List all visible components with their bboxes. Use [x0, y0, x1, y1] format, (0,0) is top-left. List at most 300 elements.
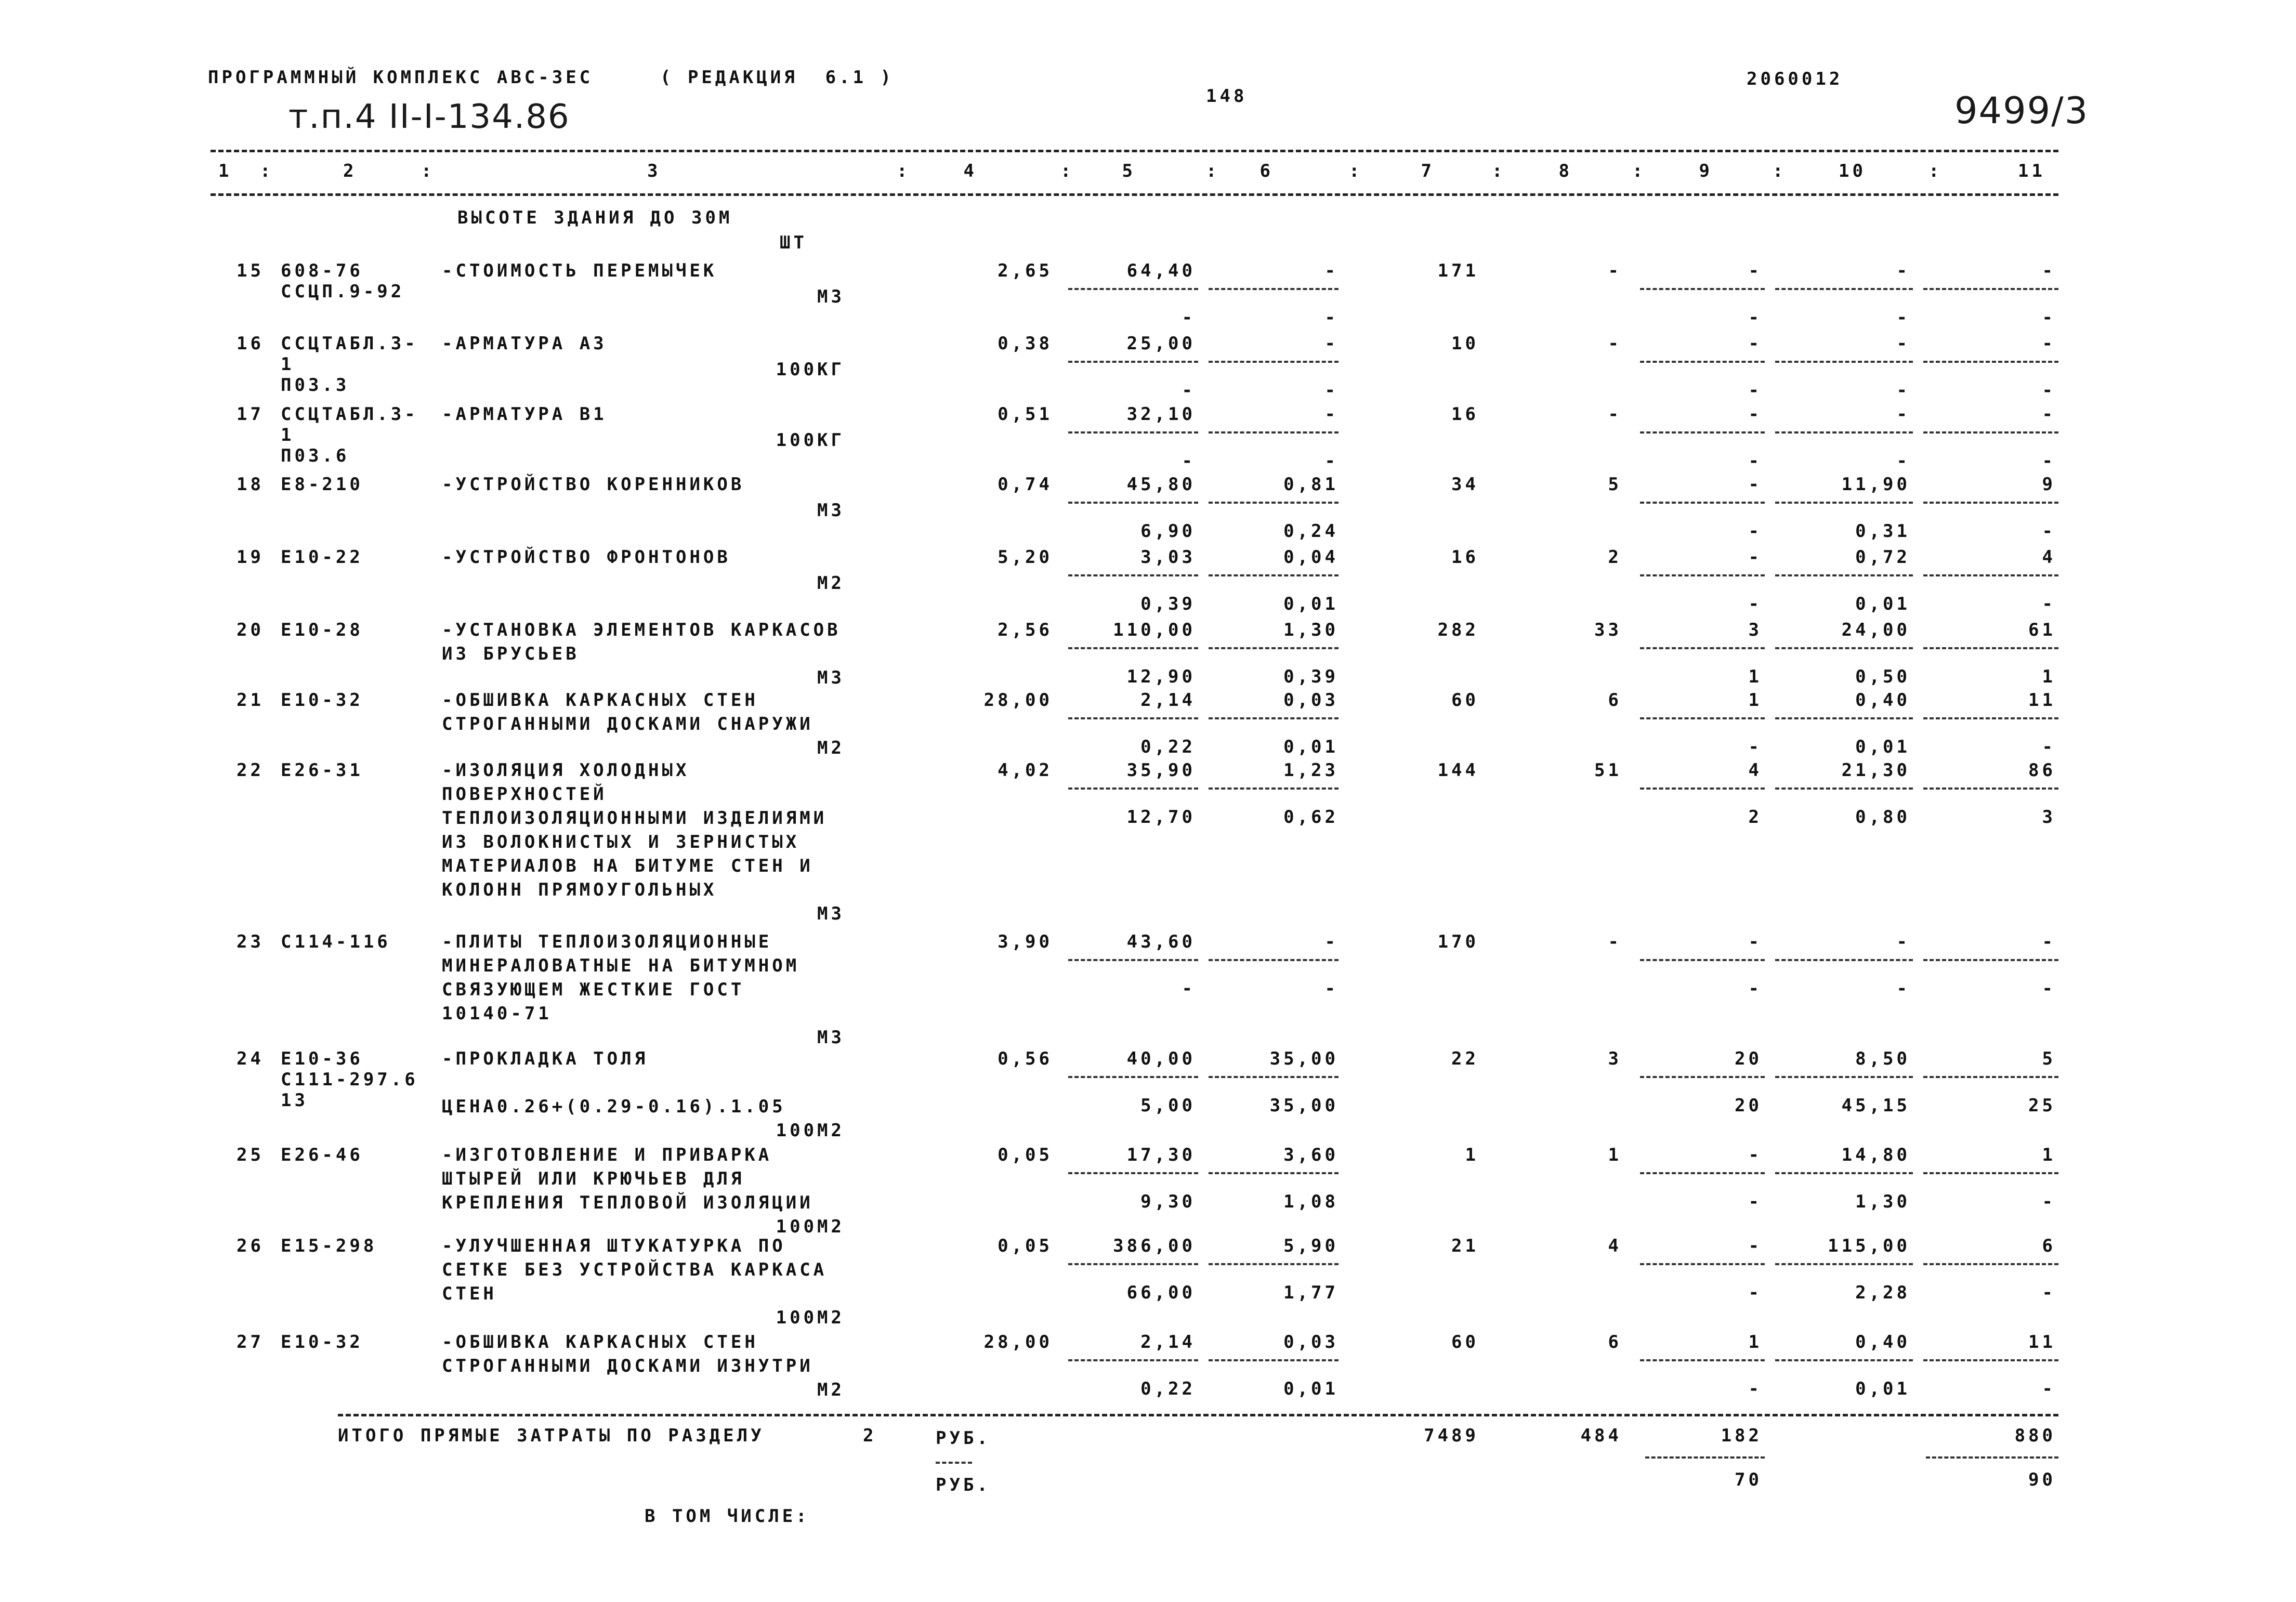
cell-total: 34: [1451, 474, 1479, 495]
cell-total: 10: [1451, 333, 1479, 354]
page-number: 148: [1206, 86, 1248, 107]
cell-rule: [1068, 288, 1198, 290]
cell-total: 1: [1465, 1145, 1479, 1165]
cell-machine-sub: 1: [1748, 666, 1762, 687]
cell-unit-cost-sub: 12,90: [1126, 666, 1196, 687]
row-description: КРЕПЛЕНИЯ ТЕПЛОВОЙ ИЗОЛЯЦИИ: [442, 1192, 814, 1213]
cell-machine-sub: -: [1748, 451, 1762, 471]
cell-total: 22: [1451, 1048, 1479, 1069]
row-unit: М3: [817, 903, 845, 924]
row-description: ЦЕНА0.26+(0.29-0.16).1.05: [442, 1096, 786, 1117]
cell-machine-sub: 20: [1735, 1095, 1762, 1116]
cell-col11-sub: -: [2042, 307, 2056, 328]
cell-rule: [1209, 1076, 1339, 1078]
cell-col10: 24,00: [1841, 620, 1910, 640]
totals-subrule: [1645, 1456, 1765, 1459]
cell-rule: [1068, 1172, 1198, 1174]
cell-rule: [1068, 1263, 1198, 1265]
cell-total: 16: [1451, 547, 1479, 568]
row-description: СЕТКЕ БЕЗ УСТРОЙСТВА КАРКАСА: [442, 1259, 828, 1280]
cell-machine-sub: -: [1748, 521, 1762, 542]
column-header-8: 8: [1558, 161, 1572, 181]
cell-rule: [1923, 502, 2058, 504]
doc-number-handwritten: т.п.4 II-I-134.86: [288, 98, 570, 136]
row-code: ССЦП.9-92: [281, 281, 405, 302]
totals-c11b: 90: [2028, 1469, 2056, 1490]
row-number: 23: [237, 931, 264, 952]
cell-rule: [1640, 1076, 1765, 1078]
row-unit: 100КГ: [776, 430, 845, 451]
row-description: СТРОГАННЫМИ ДОСКАМИ СНАРУЖИ: [442, 714, 814, 734]
totals-c11: 880: [2014, 1425, 2056, 1446]
column-header-6: 6: [1259, 161, 1274, 181]
cell-rule: [1923, 431, 2058, 434]
row-code: Е10-36: [281, 1048, 363, 1069]
cell-unit-machine: -: [1324, 931, 1339, 952]
cell-unit-cost: 32,10: [1126, 404, 1196, 425]
cell-total: 21: [1451, 1236, 1479, 1256]
column-header-2: 2: [343, 161, 357, 181]
cell-rule: [1068, 361, 1198, 363]
cell-machine: -: [1748, 1236, 1762, 1256]
row-description: -ИЗОЛЯЦИЯ ХОЛОДНЫХ: [442, 760, 690, 781]
row-unit: М2: [817, 573, 845, 594]
cell-col11-sub: -: [2042, 1378, 2056, 1399]
column-separator: :: [1206, 161, 1220, 181]
cell-qty: 0,38: [998, 333, 1053, 354]
totals-c7: 7489: [1424, 1425, 1479, 1446]
row-number: 20: [237, 620, 264, 640]
totals-c9b: 70: [1735, 1469, 1762, 1490]
cell-col11-sub: -: [2042, 1282, 2056, 1303]
row-number: 16: [237, 333, 264, 354]
row-unit: М2: [817, 738, 845, 758]
row-unit: 100М2: [776, 1216, 845, 1237]
row-code: Е10-28: [281, 620, 363, 640]
cell-unit-cost-sub: 0,22: [1140, 1378, 1196, 1399]
row-description: -АРМАТУРА А3: [442, 333, 607, 354]
cell-unit-machine-sub: 1,08: [1283, 1191, 1339, 1212]
row-number: 26: [237, 1236, 264, 1256]
cell-unit-machine: 5,90: [1283, 1236, 1339, 1256]
cell-rule: [1775, 288, 1913, 290]
cell-col10-sub: 45,15: [1841, 1095, 1910, 1116]
cell-rule: [1209, 959, 1339, 961]
cell-unit-cost-sub: 0,22: [1140, 737, 1196, 757]
cell-machine-sub: -: [1748, 978, 1762, 999]
cell-rule: [1209, 647, 1339, 649]
cell-col10: 11,90: [1841, 474, 1910, 495]
row-code: 608-76: [281, 260, 363, 281]
cell-unit-machine-sub: 0,62: [1283, 807, 1339, 828]
cell-qty: 28,00: [983, 1332, 1053, 1352]
cell-unit-cost-sub: -: [1182, 978, 1196, 999]
cell-rule: [1923, 574, 2058, 576]
row-code: Е15-298: [281, 1236, 377, 1256]
column-separator: :: [1773, 161, 1787, 181]
cell-col11-sub: -: [2042, 380, 2056, 401]
row-description: -УСТРОЙСТВО КОРЕННИКОВ: [442, 474, 745, 495]
row-unit: 100КГ: [776, 359, 845, 380]
cell-col11-sub: 1: [2042, 666, 2056, 687]
cell-col10-sub: -: [1896, 451, 1910, 471]
cell-unit-cost-sub: 9,30: [1140, 1191, 1196, 1212]
cell-rule: [1209, 431, 1339, 434]
row-code: 1: [281, 425, 295, 445]
cell-unit-cost: 64,40: [1126, 260, 1196, 281]
cell-machine-sub: -: [1748, 594, 1762, 614]
cell-rule: [1209, 717, 1339, 719]
cell-col11-sub: 3: [2042, 807, 2056, 828]
cell-col10-sub: 0,80: [1855, 807, 1910, 828]
row-unit: М3: [817, 667, 845, 688]
cell-machine-sub: -: [1748, 307, 1762, 328]
row-number: 25: [237, 1145, 264, 1165]
row-unit: 100М2: [776, 1120, 845, 1141]
row-code: С114-116: [281, 931, 391, 952]
row-description: СТЕН: [442, 1283, 497, 1304]
cell-qty: 4,02: [998, 760, 1053, 781]
cell-rule: [1923, 647, 2058, 649]
cell-machine: -: [1748, 547, 1762, 568]
cell-col10: 0,40: [1855, 1332, 1910, 1352]
cell-rule: [1775, 1359, 1913, 1361]
cell-rule: [1640, 361, 1765, 363]
cell-machine: -: [1748, 931, 1762, 952]
cell-wages: 1: [1608, 1145, 1622, 1165]
cell-col10-sub: 2,28: [1855, 1282, 1910, 1303]
cell-machine: -: [1748, 333, 1762, 354]
cell-col10-sub: 0,50: [1855, 666, 1910, 687]
totals-label: ИТОГО ПРЯМЫЕ ЗАТРАТЫ ПО РАЗДЕЛУ: [338, 1425, 765, 1446]
cell-total: 282: [1437, 620, 1479, 640]
cell-rule: [1923, 288, 2058, 290]
row-code: С111-297.6: [281, 1069, 418, 1090]
cell-unit-machine: 3,60: [1283, 1145, 1339, 1165]
cell-unit-cost: 2,14: [1140, 690, 1196, 711]
including-label: В ТОМ ЧИСЛЕ:: [645, 1506, 810, 1527]
row-description: -ПРОКЛАДКА ТОЛЯ: [442, 1048, 649, 1069]
cell-rule: [1068, 502, 1198, 504]
cell-machine: -: [1748, 474, 1762, 495]
cell-rule: [1209, 502, 1339, 504]
column-header-1: 1: [218, 161, 232, 181]
cell-rule: [1775, 1172, 1913, 1174]
cell-wages: 5: [1608, 474, 1622, 495]
cell-wages: -: [1608, 260, 1622, 281]
cell-wages: 6: [1608, 690, 1622, 711]
cell-rule: [1640, 1263, 1765, 1265]
cell-rule: [1068, 787, 1198, 790]
cell-unit-cost-sub: 66,00: [1126, 1282, 1196, 1303]
cell-col10-sub: -: [1896, 307, 1910, 328]
cell-rule: [1640, 647, 1765, 649]
cell-rule: [1775, 1076, 1913, 1078]
cell-total: 171: [1437, 260, 1479, 281]
cell-rule: [1209, 574, 1339, 576]
row-unit: М3: [817, 500, 845, 521]
cell-total: 170: [1437, 931, 1479, 952]
row-unit: М3: [817, 1027, 845, 1048]
cell-rule: [1923, 1172, 2058, 1174]
cell-machine: -: [1748, 404, 1762, 425]
cell-unit-machine-sub: -: [1324, 380, 1339, 401]
cell-unit-machine: 1,23: [1283, 760, 1339, 781]
column-header-3: 3: [647, 161, 661, 181]
cell-rule: [1640, 787, 1765, 790]
cell-unit-machine: -: [1324, 260, 1339, 281]
cell-col10: 14,80: [1841, 1145, 1910, 1165]
cell-col10: -: [1896, 333, 1910, 354]
row-number: 27: [237, 1332, 264, 1352]
cell-rule: [1640, 574, 1765, 576]
cell-unit-machine-sub: 35,00: [1269, 1095, 1339, 1116]
column-header-9: 9: [1699, 161, 1713, 181]
row-number: 15: [237, 260, 264, 281]
cell-unit-cost: 3,03: [1140, 547, 1196, 568]
cell-wages: -: [1608, 333, 1622, 354]
cell-rule: [1068, 1076, 1198, 1078]
cell-rule: [1209, 1359, 1339, 1361]
cell-rule: [1640, 288, 1765, 290]
row-code: Е10-32: [281, 1332, 363, 1352]
row-description: -ИЗГОТОВЛЕНИЕ И ПРИВАРКА: [442, 1145, 772, 1165]
cell-rule: [1068, 431, 1198, 434]
cell-unit-machine: 0,03: [1283, 1332, 1339, 1352]
cell-unit-machine: 35,00: [1269, 1048, 1339, 1069]
cell-machine-sub: -: [1748, 380, 1762, 401]
edition-label: ( РЕДАКЦИЯ 6.1 ): [660, 67, 894, 88]
cell-rule: [1640, 1359, 1765, 1361]
cell-qty: 0,74: [998, 474, 1053, 495]
cell-col10-sub: -: [1896, 978, 1910, 999]
cell-unit-cost-sub: 12,70: [1126, 807, 1196, 828]
cell-machine: 4: [1748, 760, 1762, 781]
cell-rule: [1775, 431, 1913, 434]
cell-rule: [1209, 361, 1339, 363]
cell-rule: [1068, 717, 1198, 719]
row-number: 19: [237, 547, 264, 568]
cell-qty: 28,00: [983, 690, 1053, 711]
row-unit: 100М2: [776, 1307, 845, 1328]
column-separator: :: [260, 161, 274, 181]
cell-wages: 2: [1608, 547, 1622, 568]
cell-col11: 4: [2042, 547, 2056, 568]
row-code: 1: [281, 354, 295, 375]
cell-unit-machine: 1,30: [1283, 620, 1339, 640]
cell-col10: -: [1896, 931, 1910, 952]
row-description: -ПЛИТЫ ТЕПЛОИЗОЛЯЦИОННЫЕ: [442, 931, 772, 952]
cell-unit-cost: 17,30: [1126, 1145, 1196, 1165]
cell-col11: 61: [2028, 620, 2056, 640]
cell-unit-cost: 25,00: [1126, 333, 1196, 354]
column-header-7: 7: [1421, 161, 1435, 181]
cell-qty: 5,20: [998, 547, 1053, 568]
cell-machine-sub: -: [1748, 1282, 1762, 1303]
cell-total: 60: [1451, 1332, 1479, 1352]
cell-rule: [1640, 717, 1765, 719]
row-description: -УСТРОЙСТВО ФРОНТОНОВ: [442, 547, 731, 568]
cell-machine: -: [1748, 1145, 1762, 1165]
cell-col11-sub: 25: [2028, 1095, 2056, 1116]
column-separator: :: [1349, 161, 1363, 181]
cell-wages: 6: [1608, 1332, 1622, 1352]
prev-unit: ШТ: [780, 232, 807, 253]
row-description: ШТЫРЕЙ ИЛИ КРЮЧЬЕВ ДЛЯ: [442, 1168, 745, 1189]
cell-wages: -: [1608, 404, 1622, 425]
cell-machine: -: [1748, 260, 1762, 281]
cell-col11: 1: [2042, 1145, 2056, 1165]
cell-col10-sub: 0,01: [1855, 1378, 1910, 1399]
column-header-4: 4: [963, 161, 977, 181]
row-code: Е10-22: [281, 547, 363, 568]
cell-col10-sub: -: [1896, 380, 1910, 401]
row-code: Е26-46: [281, 1145, 363, 1165]
cell-wages: 3: [1608, 1048, 1622, 1069]
cell-col10: 115,00: [1828, 1236, 1910, 1256]
cell-col11-sub: -: [2042, 978, 2056, 999]
cell-unit-machine: 0,03: [1283, 690, 1339, 711]
cell-col11: 9: [2042, 474, 2056, 495]
row-code: П03.6: [281, 445, 350, 466]
column-separator: :: [1928, 161, 1943, 181]
cell-wages: 4: [1608, 1236, 1622, 1256]
row-description: СВЯЗУЮЩЕМ ЖЕСТКИЕ ГОСТ: [442, 979, 745, 1000]
cell-unit-machine: 0,81: [1283, 474, 1339, 495]
cell-qty: 0,51: [998, 404, 1053, 425]
totals-c8: 484: [1580, 1425, 1622, 1446]
cell-col11-sub: -: [2042, 1191, 2056, 1212]
cell-unit-cost: 386,00: [1113, 1236, 1196, 1256]
totals-c9: 182: [1721, 1425, 1762, 1446]
cell-rule: [1775, 574, 1913, 576]
cell-unit-machine-sub: 0,01: [1283, 594, 1339, 614]
cell-qty: 3,90: [998, 931, 1053, 952]
cell-rule: [1775, 647, 1913, 649]
cell-qty: 2,65: [998, 260, 1053, 281]
cell-unit-cost: 2,14: [1140, 1332, 1196, 1352]
cell-unit-machine: 0,04: [1283, 547, 1339, 568]
header-rule-top: [211, 150, 2058, 152]
totals-currency: РУБ.: [936, 1428, 991, 1449]
cell-unit-machine-sub: -: [1324, 307, 1339, 328]
row-description: ПОВЕРХНОСТЕЙ: [442, 784, 607, 805]
cell-col11: 11: [2028, 690, 2056, 711]
cell-rule: [1775, 361, 1913, 363]
cell-machine-sub: -: [1748, 1191, 1762, 1212]
cell-unit-cost-sub: 6,90: [1140, 521, 1196, 542]
cell-col10: 0,72: [1855, 547, 1910, 568]
cell-machine-sub: 2: [1748, 807, 1762, 828]
cell-unit-machine: -: [1324, 333, 1339, 354]
cell-rule: [1923, 1263, 2058, 1265]
cell-unit-machine-sub: -: [1324, 978, 1339, 999]
row-number: 17: [237, 404, 264, 425]
cell-unit-machine-sub: 0,24: [1283, 521, 1339, 542]
row-number: 21: [237, 690, 264, 711]
cell-col11: -: [2042, 260, 2056, 281]
row-code: ССЦТАБЛ.3-: [281, 404, 418, 425]
cell-col10: -: [1896, 404, 1910, 425]
cell-col11-sub: -: [2042, 737, 2056, 757]
cell-rule: [1775, 959, 1913, 961]
row-description: МИНЕРАЛОВАТНЫЕ НА БИТУМНОМ: [442, 955, 800, 976]
cell-machine: 1: [1748, 1332, 1762, 1352]
cell-machine: 1: [1748, 690, 1762, 711]
cell-col10-sub: 0,31: [1855, 521, 1910, 542]
row-unit: М3: [817, 286, 845, 307]
row-unit: М2: [817, 1380, 845, 1400]
cell-wages: 51: [1594, 760, 1622, 781]
cell-unit-cost: 40,00: [1126, 1048, 1196, 1069]
cell-rule: [1775, 502, 1913, 504]
column-separator: :: [1492, 161, 1506, 181]
cell-wages: 33: [1594, 620, 1622, 640]
cell-rule: [1068, 647, 1198, 649]
cell-wages: -: [1608, 931, 1622, 952]
cell-col10: 0,40: [1855, 690, 1910, 711]
row-code: 13: [281, 1090, 308, 1111]
cell-rule: [1923, 959, 2058, 961]
cell-col11: 6: [2042, 1236, 2056, 1256]
cell-col11: -: [2042, 931, 2056, 952]
cell-col10: -: [1896, 260, 1910, 281]
cell-unit-machine-sub: 1,77: [1283, 1282, 1339, 1303]
cell-col11: -: [2042, 333, 2056, 354]
row-description: ИЗ ВОЛОКНИСТЫХ И ЗЕРНИСТЫХ: [442, 832, 800, 852]
row-description: -ОБШИВКА КАРКАСНЫХ СТЕН: [442, 690, 758, 711]
cell-rule: [1640, 502, 1765, 504]
cell-rule: [1640, 1172, 1765, 1174]
row-description: СТРОГАННЫМИ ДОСКАМИ ИЗНУТРИ: [442, 1356, 814, 1376]
column-separator: :: [421, 161, 435, 181]
cell-machine-sub: -: [1748, 737, 1762, 757]
row-code: П03.3: [281, 375, 350, 396]
cell-machine: 3: [1748, 620, 1762, 640]
cell-rule: [1775, 787, 1913, 790]
cell-qty: 2,56: [998, 620, 1053, 640]
cell-rule: [1209, 787, 1339, 790]
row-code: Е26-31: [281, 760, 363, 781]
cell-col11: 5: [2042, 1048, 2056, 1069]
cell-unit-machine-sub: 0,01: [1283, 1378, 1339, 1399]
row-description: -УСТАНОВКА ЭЛЕМЕНТОВ КАРКАСОВ: [442, 620, 841, 640]
cell-total: 16: [1451, 404, 1479, 425]
cell-rule: [1209, 1172, 1339, 1174]
column-header-10: 10: [1839, 161, 1866, 181]
row-code: ССЦТАБЛ.3-: [281, 333, 418, 354]
program-title: ПРОГРАММНЫЙ КОМПЛЕКС АВС-ЗЕС: [208, 67, 594, 88]
cell-rule: [1068, 959, 1198, 961]
row-description: 10140-71: [442, 1003, 552, 1024]
cell-col10-sub: 1,30: [1855, 1191, 1910, 1212]
cell-col11-sub: -: [2042, 594, 2056, 614]
cell-unit-machine-sub: -: [1324, 451, 1339, 471]
cell-unit-cost: 43,60: [1126, 931, 1196, 952]
row-description: КОЛОНН ПРЯМОУГОЛЬНЫХ: [442, 879, 717, 900]
cell-rule: [1068, 1359, 1198, 1361]
cell-unit-cost: 110,00: [1113, 620, 1196, 640]
cell-col11-sub: -: [2042, 451, 2056, 471]
header-rule-bottom: [211, 193, 2058, 196]
cell-rule: [1775, 717, 1913, 719]
sheet-number-handwritten: 9499/3: [1954, 89, 2089, 132]
cell-col10-sub: 0,01: [1855, 737, 1910, 757]
cell-rule: [1068, 574, 1198, 576]
cell-rule: [1923, 717, 2058, 719]
cell-machine-sub: -: [1748, 1378, 1762, 1399]
cell-rule: [1923, 1359, 2058, 1361]
